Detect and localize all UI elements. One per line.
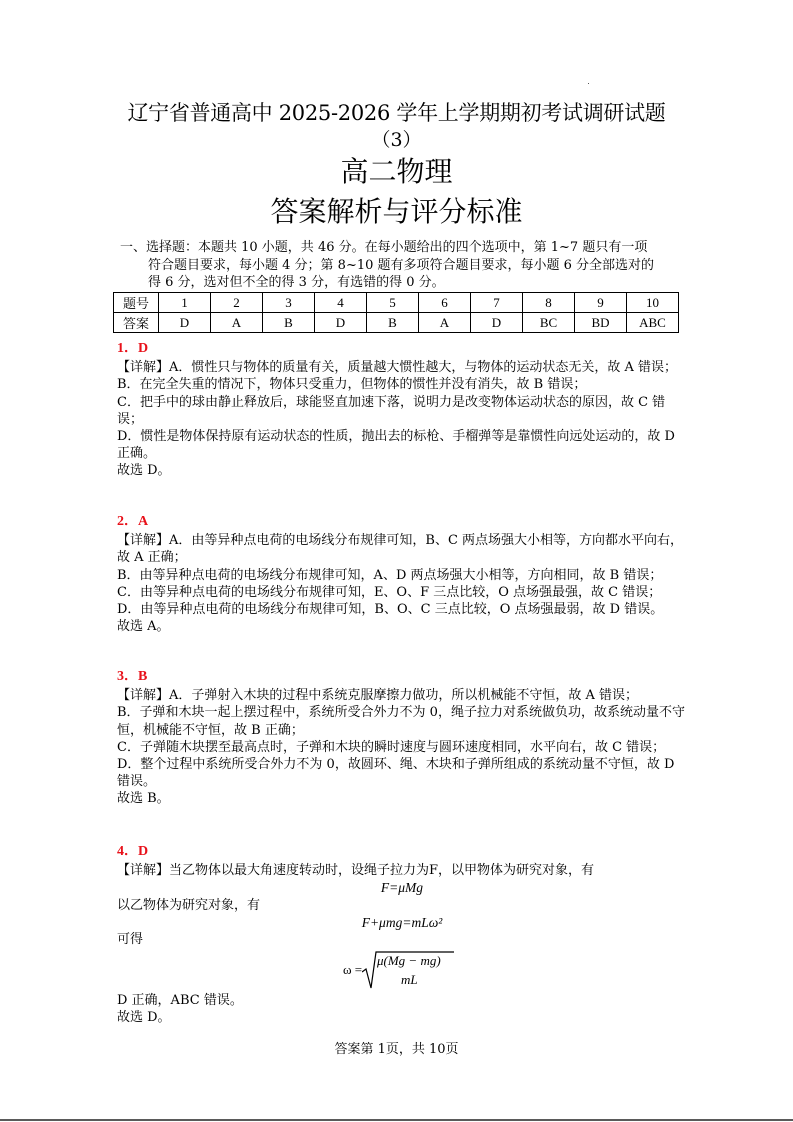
question-number-cell: 9 (575, 293, 627, 313)
question-number-cell: 2 (211, 293, 263, 313)
page-bottom-rule (0, 1119, 793, 1121)
answer-cell: A (211, 313, 263, 333)
explanation-line: B．在完全失重的情况下，物体只受重力，但物体的惯性并没有消失，故 B 错误； (117, 377, 587, 393)
intro-line: 得 6 分，选对但不全的得 3 分，有选错的得 0 分。 (148, 275, 445, 290)
question-head: 1．D (117, 341, 149, 356)
question-number-cell: 5 (367, 293, 419, 313)
explanation-line: 【详解】A．子弹射入木块的过程中系统克服摩擦力做功，所以机械能不守恒，故 A 错误； (117, 688, 639, 704)
answer-cell: D (315, 313, 367, 333)
exam-title: 辽宁省普通高中 2025-2026 学年上学期期初考试调研试题 (127, 101, 666, 125)
equation-denominator: mL (401, 972, 418, 987)
question-head: 3．B (117, 669, 148, 684)
table-row-answers (114, 313, 679, 333)
question-number-cell: 6 (419, 293, 471, 313)
question-number-cell: 1 (159, 293, 211, 313)
question-2 (117, 513, 687, 635)
intro-line: 符合题目要求，每小题 4 分；第 8~10 题有多项符合题目要求，每小题 6 分全部选对的 (148, 257, 655, 273)
answer-cell: A (419, 313, 471, 333)
row-header: 题号 (114, 293, 159, 313)
explanation-line: D．整个过程中系统所受合外力不为 0，故圆环、绳、木块和子弹所组成的系统动量不守恒，故 D 错误。 (117, 757, 675, 790)
question-number-cell: 3 (263, 293, 315, 313)
explanation-line: 以乙物体为研究对象，有 (117, 897, 261, 913)
answer-cell: ABC (627, 313, 679, 333)
answer-cell: D (159, 313, 211, 333)
explanation-line: 【详解】A．惯性只与物体的质量有关，质量越大惯性越大，与物体的运动状态无关，故 A 错误； (117, 360, 678, 376)
equation-2: F+μmg=mLω² (361, 914, 443, 930)
section-intro (120, 239, 695, 292)
question-head: 4．D (117, 844, 149, 859)
question-number-cell: 4 (315, 293, 367, 313)
intro-line: 一、选择题：本题共 10 小题，共 46 分。在每小题给出的四个选项中，第 1~7 题只有一项 (120, 240, 648, 255)
question-number-cell: 10 (627, 293, 679, 313)
explanation-line: D 正确，ABC 错误。 (117, 993, 243, 1009)
equation-numerator: μ(Mg − mg) (377, 953, 441, 968)
answer-cell: B (367, 313, 419, 333)
explanation-line: 【详解】当乙物体以最大角速度转动时，设绳子拉力为F，以甲物体为研究对象，有 (117, 863, 595, 879)
exam-number: （3） (371, 129, 422, 151)
explanation-line: C．把手中的球由静止释放后，球能竖直加速下落，说明力是改变物体运动状态的原因，故 C 错误； (117, 394, 666, 427)
question-3 (117, 668, 687, 808)
answer-cell: B (263, 313, 315, 333)
answer-cell: BC (523, 313, 575, 333)
question-head: 2．A (117, 514, 149, 529)
equation-lhs: ω = (343, 962, 363, 977)
equation-1: F=μMg (380, 880, 424, 896)
question-1 (117, 340, 687, 480)
conclusion-line: 故选 B。 (117, 791, 170, 807)
explanation-line: C．由等异种点电荷的电场线分布规律可知，E、O、F 三点比较，O 点场强最强，故 C 错误； (117, 584, 662, 600)
conclusion-line: 故选 A。 (117, 619, 170, 635)
subject-title: 高二物理 (340, 155, 453, 188)
row-header: 答案 (114, 313, 159, 333)
table-row-numbers (114, 293, 679, 313)
explanation-line: 【详解】A．由等异种点电荷的电场线分布规律可知，B、C 两点场强大小相等，方向都水平向右，故 A 正确； (117, 533, 684, 566)
question-number-cell: 8 (523, 293, 575, 313)
explanation-line: 可得 (117, 932, 144, 948)
page-footer: 答案第 1页，共 10页 (334, 1042, 459, 1057)
conclusion-line: 故选 D。 (117, 1010, 171, 1026)
answer-cell: BD (575, 313, 627, 333)
stray-dot (588, 83, 589, 84)
explanation-line: D．由等异种点电荷的电场线分布规律可知，B、O、C 三点比较，O 点场强最弱，故 D 错误。 (117, 602, 664, 618)
question-4 (117, 843, 687, 1027)
explanation-line: C．子弹随木块摆至最高点时，子弹和木块的瞬时速度与圆环速度相同，水平向右，故 C 错误； (117, 739, 666, 755)
explanation-line: B．子弹和木块一起上摆过程中，系统所受合外力不为 0，绳子拉力对系统做负功，故系统动量不守恒，机械能不守恒，故 B 正确； (117, 705, 685, 738)
answer-cell: D (471, 313, 523, 333)
document-type-title: 答案解析与评分标准 (270, 195, 523, 228)
explanation-line: D．惯性是物体保持原有运动状态的性质，抛出去的标枪、手榴弹等是靠惯性向远处运动的，故 D 正确。 (117, 429, 675, 462)
explanation-line: B．由等异种点电荷的电场线分布规律可知，A、D 两点场强大小相等，方向相同，故 B 错误； (117, 567, 663, 583)
conclusion-line: 故选 D。 (117, 463, 171, 479)
question-number-cell: 7 (471, 293, 523, 313)
answer-table (113, 292, 679, 333)
